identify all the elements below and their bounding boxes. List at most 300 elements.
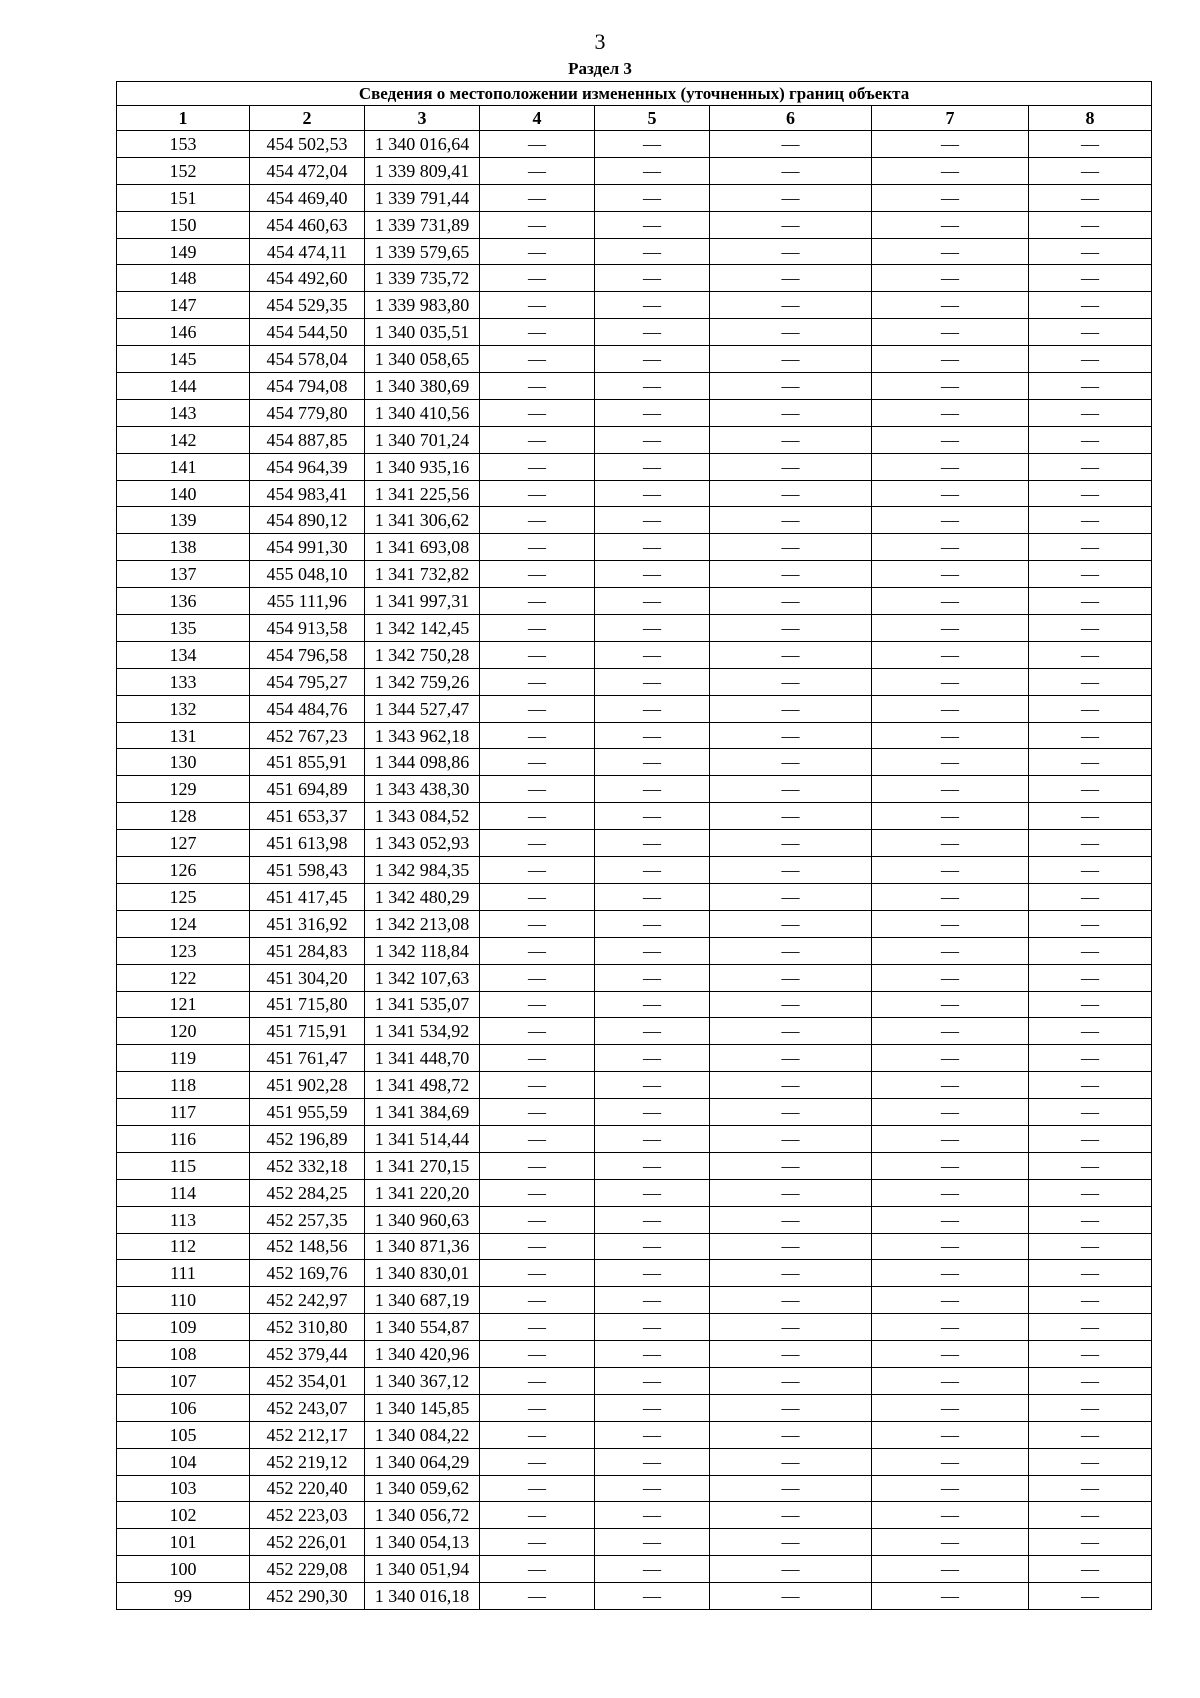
empty-mark-cell: — — [1029, 426, 1152, 453]
point-number-cell: 108 — [117, 1341, 250, 1368]
empty-mark-cell: — — [710, 991, 872, 1018]
empty-mark-cell: — — [595, 883, 710, 910]
y-coordinate-cell: 1 339 983,80 — [365, 292, 480, 319]
point-number-cell: 129 — [117, 776, 250, 803]
empty-mark-cell: — — [480, 1287, 595, 1314]
empty-mark-cell: — — [595, 1583, 710, 1610]
empty-mark-cell: — — [480, 1314, 595, 1341]
empty-mark-cell: — — [595, 803, 710, 830]
point-number-cell: 136 — [117, 588, 250, 615]
empty-mark-cell: — — [480, 883, 595, 910]
empty-mark-cell: — — [872, 1341, 1029, 1368]
empty-mark-cell: — — [1029, 131, 1152, 158]
empty-mark-cell: — — [872, 1287, 1029, 1314]
table-row — [117, 211, 1152, 238]
empty-mark-cell: — — [480, 1125, 595, 1152]
x-coordinate-cell: 454 887,85 — [250, 426, 365, 453]
empty-mark-cell: — — [710, 1556, 872, 1583]
point-number-cell: 144 — [117, 373, 250, 400]
empty-mark-cell: — — [480, 426, 595, 453]
x-coordinate-cell: 452 379,44 — [250, 1341, 365, 1368]
empty-mark-cell: — — [872, 1045, 1029, 1072]
empty-mark-cell: — — [480, 776, 595, 803]
point-number-cell: 138 — [117, 534, 250, 561]
empty-mark-cell: — — [710, 803, 872, 830]
x-coordinate-cell: 455 048,10 — [250, 561, 365, 588]
empty-mark-cell: — — [710, 910, 872, 937]
empty-mark-cell: — — [480, 695, 595, 722]
table-row — [117, 937, 1152, 964]
table-row — [117, 507, 1152, 534]
point-number-cell: 107 — [117, 1367, 250, 1394]
x-coordinate-cell: 452 290,30 — [250, 1583, 365, 1610]
empty-mark-cell: — — [710, 1583, 872, 1610]
x-coordinate-cell: 452 767,23 — [250, 722, 365, 749]
table-row — [117, 1179, 1152, 1206]
empty-mark-cell: — — [595, 588, 710, 615]
y-coordinate-cell: 1 341 514,44 — [365, 1125, 480, 1152]
x-coordinate-cell: 454 991,30 — [250, 534, 365, 561]
empty-mark-cell: — — [1029, 1125, 1152, 1152]
table-row — [117, 722, 1152, 749]
y-coordinate-cell: 1 340 420,96 — [365, 1341, 480, 1368]
table-row — [117, 1152, 1152, 1179]
x-coordinate-cell: 452 226,01 — [250, 1529, 365, 1556]
table-row — [117, 426, 1152, 453]
point-number-cell: 101 — [117, 1529, 250, 1556]
empty-mark-cell: — — [1029, 1583, 1152, 1610]
x-coordinate-cell: 454 544,50 — [250, 319, 365, 346]
empty-mark-cell: — — [595, 1394, 710, 1421]
empty-mark-cell: — — [872, 883, 1029, 910]
x-coordinate-cell: 454 890,12 — [250, 507, 365, 534]
point-number-cell: 104 — [117, 1448, 250, 1475]
empty-mark-cell: — — [480, 1341, 595, 1368]
x-coordinate-cell: 454 472,04 — [250, 157, 365, 184]
table-row — [117, 910, 1152, 937]
empty-mark-cell: — — [595, 292, 710, 319]
empty-mark-cell: — — [595, 1125, 710, 1152]
empty-mark-cell: — — [1029, 1502, 1152, 1529]
table-row — [117, 1502, 1152, 1529]
empty-mark-cell: — — [1029, 722, 1152, 749]
empty-mark-cell: — — [872, 184, 1029, 211]
empty-mark-cell: — — [1029, 1341, 1152, 1368]
y-coordinate-cell: 1 343 052,93 — [365, 830, 480, 857]
empty-mark-cell: — — [1029, 991, 1152, 1018]
empty-mark-cell: — — [872, 857, 1029, 884]
empty-mark-cell: — — [480, 910, 595, 937]
empty-mark-cell: — — [872, 1206, 1029, 1233]
x-coordinate-cell: 454 469,40 — [250, 184, 365, 211]
point-number-cell: 127 — [117, 830, 250, 857]
table-body — [117, 131, 1152, 1610]
y-coordinate-cell: 1 340 059,62 — [365, 1475, 480, 1502]
point-number-cell: 142 — [117, 426, 250, 453]
empty-mark-cell: — — [710, 857, 872, 884]
empty-mark-cell: — — [872, 131, 1029, 158]
point-number-cell: 141 — [117, 453, 250, 480]
empty-mark-cell: — — [872, 776, 1029, 803]
empty-mark-cell: — — [480, 1421, 595, 1448]
empty-mark-cell: — — [1029, 1206, 1152, 1233]
empty-mark-cell: — — [595, 1341, 710, 1368]
empty-mark-cell: — — [710, 641, 872, 668]
x-coordinate-cell: 451 955,59 — [250, 1099, 365, 1126]
empty-mark-cell: — — [1029, 346, 1152, 373]
empty-mark-cell: — — [480, 588, 595, 615]
y-coordinate-cell: 1 341 534,92 — [365, 1018, 480, 1045]
empty-mark-cell: — — [595, 1099, 710, 1126]
x-coordinate-cell: 451 284,83 — [250, 937, 365, 964]
y-coordinate-cell: 1 339 735,72 — [365, 265, 480, 292]
point-number-cell: 143 — [117, 399, 250, 426]
empty-mark-cell: — — [1029, 830, 1152, 857]
empty-mark-cell: — — [480, 749, 595, 776]
empty-mark-cell: — — [480, 211, 595, 238]
empty-mark-cell: — — [710, 964, 872, 991]
empty-mark-cell: — — [595, 131, 710, 158]
x-coordinate-cell: 454 796,58 — [250, 641, 365, 668]
empty-mark-cell: — — [480, 319, 595, 346]
empty-mark-cell: — — [1029, 373, 1152, 400]
empty-mark-cell: — — [872, 803, 1029, 830]
empty-mark-cell: — — [595, 265, 710, 292]
x-coordinate-cell: 452 243,07 — [250, 1394, 365, 1421]
table-row — [117, 480, 1152, 507]
empty-mark-cell: — — [480, 641, 595, 668]
empty-mark-cell: — — [710, 1529, 872, 1556]
table-row — [117, 265, 1152, 292]
y-coordinate-cell: 1 344 098,86 — [365, 749, 480, 776]
x-coordinate-cell: 454 484,76 — [250, 695, 365, 722]
point-number-cell: 113 — [117, 1206, 250, 1233]
table-row — [117, 453, 1152, 480]
y-coordinate-cell: 1 340 830,01 — [365, 1260, 480, 1287]
y-coordinate-cell: 1 340 064,29 — [365, 1448, 480, 1475]
empty-mark-cell: — — [872, 507, 1029, 534]
empty-mark-cell: — — [480, 507, 595, 534]
empty-mark-cell: — — [1029, 668, 1152, 695]
point-number-cell: 137 — [117, 561, 250, 588]
empty-mark-cell: — — [595, 964, 710, 991]
empty-mark-cell: — — [595, 1233, 710, 1260]
empty-mark-cell: — — [872, 1475, 1029, 1502]
x-coordinate-cell: 452 257,35 — [250, 1206, 365, 1233]
empty-mark-cell: — — [710, 426, 872, 453]
empty-mark-cell: — — [595, 991, 710, 1018]
x-coordinate-cell: 451 715,80 — [250, 991, 365, 1018]
y-coordinate-cell: 1 340 554,87 — [365, 1314, 480, 1341]
empty-mark-cell: — — [480, 1529, 595, 1556]
table-row — [117, 615, 1152, 642]
empty-mark-cell: — — [595, 830, 710, 857]
point-number-cell: 149 — [117, 238, 250, 265]
empty-mark-cell: — — [595, 937, 710, 964]
empty-mark-cell: — — [1029, 1394, 1152, 1421]
empty-mark-cell: — — [872, 157, 1029, 184]
column-number-row — [117, 106, 1152, 131]
x-coordinate-cell: 452 148,56 — [250, 1233, 365, 1260]
point-number-cell: 151 — [117, 184, 250, 211]
empty-mark-cell: — — [480, 1502, 595, 1529]
empty-mark-cell: — — [595, 1529, 710, 1556]
x-coordinate-cell: 454 502,53 — [250, 131, 365, 158]
table-row — [117, 883, 1152, 910]
empty-mark-cell: — — [1029, 1421, 1152, 1448]
empty-mark-cell: — — [595, 1045, 710, 1072]
empty-mark-cell: — — [595, 1367, 710, 1394]
point-number-cell: 131 — [117, 722, 250, 749]
empty-mark-cell: — — [1029, 803, 1152, 830]
empty-mark-cell: — — [595, 1287, 710, 1314]
y-coordinate-cell: 1 340 380,69 — [365, 373, 480, 400]
column-number: 2 — [250, 106, 365, 131]
empty-mark-cell: — — [595, 776, 710, 803]
x-coordinate-cell: 452 242,97 — [250, 1287, 365, 1314]
point-number-cell: 139 — [117, 507, 250, 534]
empty-mark-cell: — — [872, 1072, 1029, 1099]
y-coordinate-cell: 1 340 035,51 — [365, 319, 480, 346]
empty-mark-cell: — — [710, 1233, 872, 1260]
y-coordinate-cell: 1 341 225,56 — [365, 480, 480, 507]
empty-mark-cell: — — [872, 292, 1029, 319]
section-title: Раздел 3 — [568, 59, 632, 78]
empty-mark-cell: — — [595, 1556, 710, 1583]
x-coordinate-cell: 452 212,17 — [250, 1421, 365, 1448]
y-coordinate-cell: 1 342 750,28 — [365, 641, 480, 668]
point-number-cell: 122 — [117, 964, 250, 991]
empty-mark-cell: — — [710, 1314, 872, 1341]
empty-mark-cell: — — [595, 722, 710, 749]
empty-mark-cell: — — [480, 184, 595, 211]
point-number-cell: 124 — [117, 910, 250, 937]
point-number-cell: 140 — [117, 480, 250, 507]
empty-mark-cell: — — [595, 561, 710, 588]
table-row — [117, 1341, 1152, 1368]
empty-mark-cell: — — [595, 1502, 710, 1529]
empty-mark-cell: — — [480, 937, 595, 964]
empty-mark-cell: — — [595, 1152, 710, 1179]
x-coordinate-cell: 452 223,03 — [250, 1502, 365, 1529]
x-coordinate-cell: 452 354,01 — [250, 1367, 365, 1394]
x-coordinate-cell: 451 715,91 — [250, 1018, 365, 1045]
empty-mark-cell: — — [480, 803, 595, 830]
empty-mark-cell: — — [872, 453, 1029, 480]
y-coordinate-cell: 1 339 791,44 — [365, 184, 480, 211]
empty-mark-cell: — — [595, 426, 710, 453]
empty-mark-cell: — — [480, 453, 595, 480]
empty-mark-cell: — — [1029, 883, 1152, 910]
point-number-cell: 152 — [117, 157, 250, 184]
table-row — [117, 1475, 1152, 1502]
table-row — [117, 991, 1152, 1018]
empty-mark-cell: — — [872, 991, 1029, 1018]
empty-mark-cell: — — [872, 615, 1029, 642]
empty-mark-cell: — — [595, 910, 710, 937]
empty-mark-cell: — — [872, 238, 1029, 265]
table-row — [117, 399, 1152, 426]
x-coordinate-cell: 454 492,60 — [250, 265, 365, 292]
empty-mark-cell: — — [480, 722, 595, 749]
y-coordinate-cell: 1 340 701,24 — [365, 426, 480, 453]
empty-mark-cell: — — [872, 722, 1029, 749]
x-coordinate-cell: 452 219,12 — [250, 1448, 365, 1475]
table-row — [117, 803, 1152, 830]
y-coordinate-cell: 1 341 693,08 — [365, 534, 480, 561]
table-row — [117, 534, 1152, 561]
page-number: 3 — [594, 29, 606, 54]
empty-mark-cell: — — [1029, 1099, 1152, 1126]
empty-mark-cell: — — [595, 399, 710, 426]
y-coordinate-cell: 1 344 527,47 — [365, 695, 480, 722]
point-number-cell: 102 — [117, 1502, 250, 1529]
empty-mark-cell: — — [480, 346, 595, 373]
x-coordinate-cell: 454 964,39 — [250, 453, 365, 480]
table-row — [117, 292, 1152, 319]
empty-mark-cell: — — [480, 534, 595, 561]
x-coordinate-cell: 454 529,35 — [250, 292, 365, 319]
y-coordinate-cell: 1 341 220,20 — [365, 1179, 480, 1206]
point-number-cell: 148 — [117, 265, 250, 292]
x-coordinate-cell: 451 855,91 — [250, 749, 365, 776]
empty-mark-cell: — — [872, 1099, 1029, 1126]
empty-mark-cell: — — [480, 561, 595, 588]
empty-mark-cell: — — [480, 1260, 595, 1287]
empty-mark-cell: — — [872, 937, 1029, 964]
empty-mark-cell: — — [710, 534, 872, 561]
empty-mark-cell: — — [872, 964, 1029, 991]
table-row — [117, 776, 1152, 803]
empty-mark-cell: — — [595, 319, 710, 346]
x-coordinate-cell: 452 196,89 — [250, 1125, 365, 1152]
empty-mark-cell: — — [710, 319, 872, 346]
column-number: 1 — [117, 106, 250, 131]
y-coordinate-cell: 1 340 054,13 — [365, 1529, 480, 1556]
empty-mark-cell: — — [480, 615, 595, 642]
empty-mark-cell: — — [710, 615, 872, 642]
point-number-cell: 128 — [117, 803, 250, 830]
y-coordinate-cell: 1 340 687,19 — [365, 1287, 480, 1314]
empty-mark-cell: — — [1029, 776, 1152, 803]
empty-mark-cell: — — [710, 346, 872, 373]
point-number-cell: 100 — [117, 1556, 250, 1583]
column-number: 3 — [365, 106, 480, 131]
empty-mark-cell: — — [1029, 1367, 1152, 1394]
empty-mark-cell: — — [1029, 211, 1152, 238]
empty-mark-cell: — — [872, 1502, 1029, 1529]
point-number-cell: 103 — [117, 1475, 250, 1502]
empty-mark-cell: — — [872, 695, 1029, 722]
x-coordinate-cell: 454 578,04 — [250, 346, 365, 373]
table-row — [117, 695, 1152, 722]
y-coordinate-cell: 1 342 480,29 — [365, 883, 480, 910]
empty-mark-cell: — — [872, 1233, 1029, 1260]
table-row — [117, 131, 1152, 158]
empty-mark-cell: — — [595, 211, 710, 238]
point-number-cell: 135 — [117, 615, 250, 642]
empty-mark-cell: — — [872, 1583, 1029, 1610]
y-coordinate-cell: 1 342 759,26 — [365, 668, 480, 695]
empty-mark-cell: — — [710, 184, 872, 211]
empty-mark-cell: — — [872, 426, 1029, 453]
empty-mark-cell: — — [710, 1287, 872, 1314]
table-row — [117, 668, 1152, 695]
table-row — [117, 1529, 1152, 1556]
empty-mark-cell: — — [1029, 1529, 1152, 1556]
y-coordinate-cell: 1 342 107,63 — [365, 964, 480, 991]
x-coordinate-cell: 454 795,27 — [250, 668, 365, 695]
empty-mark-cell: — — [1029, 1152, 1152, 1179]
empty-mark-cell: — — [595, 615, 710, 642]
table-row — [117, 964, 1152, 991]
empty-mark-cell: — — [872, 588, 1029, 615]
empty-mark-cell: — — [595, 238, 710, 265]
empty-mark-cell: — — [1029, 1556, 1152, 1583]
y-coordinate-cell: 1 340 056,72 — [365, 1502, 480, 1529]
empty-mark-cell: — — [480, 964, 595, 991]
x-coordinate-cell: 454 913,58 — [250, 615, 365, 642]
column-number: 5 — [595, 106, 710, 131]
table-row — [117, 1394, 1152, 1421]
empty-mark-cell: — — [480, 131, 595, 158]
empty-mark-cell: — — [595, 1072, 710, 1099]
point-number-cell: 99 — [117, 1583, 250, 1610]
empty-mark-cell: — — [1029, 399, 1152, 426]
y-coordinate-cell: 1 340 084,22 — [365, 1421, 480, 1448]
empty-mark-cell: — — [872, 373, 1029, 400]
empty-mark-cell: — — [595, 184, 710, 211]
y-coordinate-cell: 1 340 016,64 — [365, 131, 480, 158]
empty-mark-cell: — — [710, 1099, 872, 1126]
empty-mark-cell: — — [480, 238, 595, 265]
empty-mark-cell: — — [1029, 910, 1152, 937]
x-coordinate-cell: 451 613,98 — [250, 830, 365, 857]
table-caption: Сведения о местоположении измененных (уточненных) границ объекта — [117, 82, 1152, 106]
y-coordinate-cell: 1 340 935,16 — [365, 453, 480, 480]
point-number-cell: 112 — [117, 1233, 250, 1260]
y-coordinate-cell: 1 340 058,65 — [365, 346, 480, 373]
x-coordinate-cell: 454 460,63 — [250, 211, 365, 238]
empty-mark-cell: — — [1029, 534, 1152, 561]
empty-mark-cell: — — [480, 1233, 595, 1260]
table-row — [117, 1099, 1152, 1126]
point-number-cell: 153 — [117, 131, 250, 158]
empty-mark-cell: — — [1029, 157, 1152, 184]
empty-mark-cell: — — [1029, 1045, 1152, 1072]
empty-mark-cell: — — [1029, 319, 1152, 346]
y-coordinate-cell: 1 340 145,85 — [365, 1394, 480, 1421]
empty-mark-cell: — — [872, 1529, 1029, 1556]
empty-mark-cell: — — [1029, 1179, 1152, 1206]
empty-mark-cell: — — [480, 373, 595, 400]
point-number-cell: 134 — [117, 641, 250, 668]
table-row — [117, 1314, 1152, 1341]
empty-mark-cell: — — [710, 1341, 872, 1368]
point-number-cell: 118 — [117, 1072, 250, 1099]
y-coordinate-cell: 1 342 118,84 — [365, 937, 480, 964]
empty-mark-cell: — — [710, 937, 872, 964]
y-coordinate-cell: 1 341 535,07 — [365, 991, 480, 1018]
point-number-cell: 126 — [117, 857, 250, 884]
empty-mark-cell: — — [872, 749, 1029, 776]
table-row — [117, 749, 1152, 776]
empty-mark-cell: — — [1029, 1475, 1152, 1502]
table-row — [117, 1287, 1152, 1314]
empty-mark-cell: — — [710, 588, 872, 615]
table-row — [117, 1448, 1152, 1475]
empty-mark-cell: — — [480, 668, 595, 695]
